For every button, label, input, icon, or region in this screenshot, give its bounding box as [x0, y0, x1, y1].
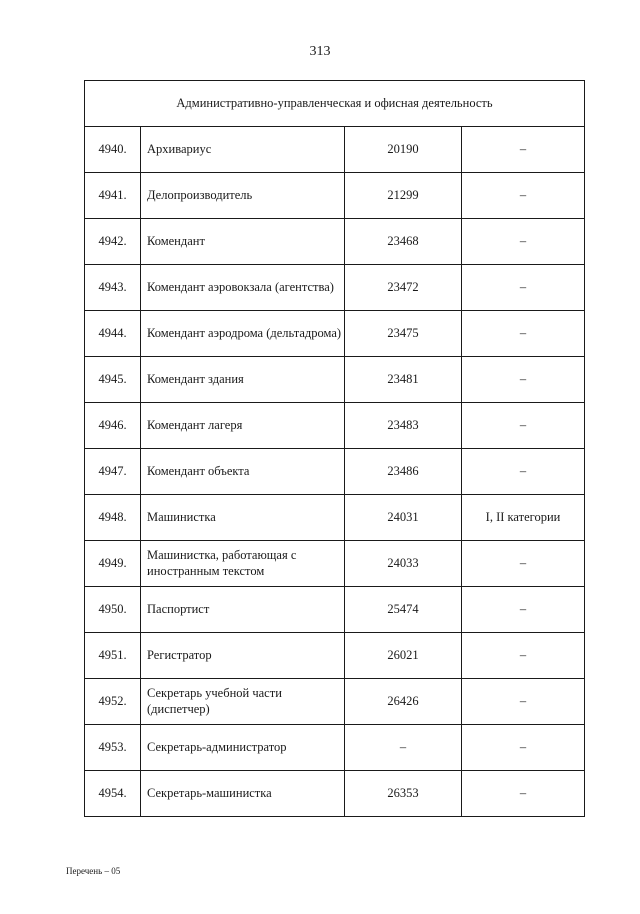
occupations-table: [84, 80, 585, 817]
row-number: 4953.: [85, 725, 141, 771]
occupation-code: 20190: [345, 127, 462, 173]
occupation-name: Комендант объекта: [141, 449, 345, 495]
occupation-note: I, II категории: [462, 495, 585, 541]
occupation-code: 23486: [345, 449, 462, 495]
occupation-note: –: [462, 725, 585, 771]
table-row: [85, 265, 585, 311]
occupation-name: Машинистка, работающая с иностранным текстом: [141, 541, 345, 587]
row-number: 4947.: [85, 449, 141, 495]
occupation-note: –: [462, 127, 585, 173]
footer-label: Перечень – 05: [66, 866, 121, 876]
occupation-code: 25474: [345, 587, 462, 633]
row-number: 4945.: [85, 357, 141, 403]
occupation-note: –: [462, 173, 585, 219]
occupation-note: –: [462, 311, 585, 357]
table-row: [85, 403, 585, 449]
occupation-name: Секретарь учебной части (диспетчер): [141, 679, 345, 725]
row-number: 4944.: [85, 311, 141, 357]
occupation-note: –: [462, 679, 585, 725]
occupation-note: –: [462, 541, 585, 587]
occupation-code: 26353: [345, 771, 462, 817]
occupation-note: –: [462, 403, 585, 449]
occupation-code: 23481: [345, 357, 462, 403]
occupation-name: Секретарь-администратор: [141, 725, 345, 771]
occupation-note: –: [462, 587, 585, 633]
occupation-name: Машинистка: [141, 495, 345, 541]
table-row: [85, 357, 585, 403]
occupation-name: Секретарь-машинистка: [141, 771, 345, 817]
row-number: 4942.: [85, 219, 141, 265]
occupation-code: 23468: [345, 219, 462, 265]
row-number: 4943.: [85, 265, 141, 311]
section-title: Административно-управленческая и офисная деятельность: [85, 81, 585, 127]
occupation-note: –: [462, 633, 585, 679]
row-number: 4951.: [85, 633, 141, 679]
row-number: 4941.: [85, 173, 141, 219]
occupation-code: 23475: [345, 311, 462, 357]
table-row: [85, 725, 585, 771]
table-row: [85, 587, 585, 633]
row-number: 4948.: [85, 495, 141, 541]
occupation-note: –: [462, 219, 585, 265]
row-number: 4946.: [85, 403, 141, 449]
occupation-name: Комендант лагеря: [141, 403, 345, 449]
table-row: [85, 495, 585, 541]
table-row: [85, 127, 585, 173]
table-row: [85, 173, 585, 219]
occupation-name: Делопроизводитель: [141, 173, 345, 219]
occupation-name: Комендант: [141, 219, 345, 265]
occupation-name: Комендант аэродрома (дельтадрома): [141, 311, 345, 357]
occupation-code: 24031: [345, 495, 462, 541]
occupation-note: –: [462, 265, 585, 311]
occupation-name: Регистратор: [141, 633, 345, 679]
row-number: 4949.: [85, 541, 141, 587]
occupation-note: –: [462, 357, 585, 403]
occupation-code: 26426: [345, 679, 462, 725]
row-number: 4950.: [85, 587, 141, 633]
row-number: 4954.: [85, 771, 141, 817]
row-number: 4952.: [85, 679, 141, 725]
occupation-note: –: [462, 771, 585, 817]
occupation-name: Паспортист: [141, 587, 345, 633]
occupation-code: –: [345, 725, 462, 771]
occupation-code: 23472: [345, 265, 462, 311]
row-number: 4940.: [85, 127, 141, 173]
occupation-note: –: [462, 449, 585, 495]
table-row: [85, 679, 585, 725]
occupation-name: Комендант здания: [141, 357, 345, 403]
occupation-code: 26021: [345, 633, 462, 679]
occupation-code: 23483: [345, 403, 462, 449]
page-number: 313: [309, 44, 331, 59]
section-header-row: [85, 81, 585, 127]
occupation-code: 24033: [345, 541, 462, 587]
table-row: [85, 311, 585, 357]
table-row: [85, 219, 585, 265]
table-row: [85, 633, 585, 679]
table-body: [85, 81, 585, 817]
occupation-name: Архивариус: [141, 127, 345, 173]
table-row: [85, 771, 585, 817]
table-row: [85, 541, 585, 587]
table-row: [85, 449, 585, 495]
occupation-name: Комендант аэровокзала (агентства): [141, 265, 345, 311]
occupation-code: 21299: [345, 173, 462, 219]
